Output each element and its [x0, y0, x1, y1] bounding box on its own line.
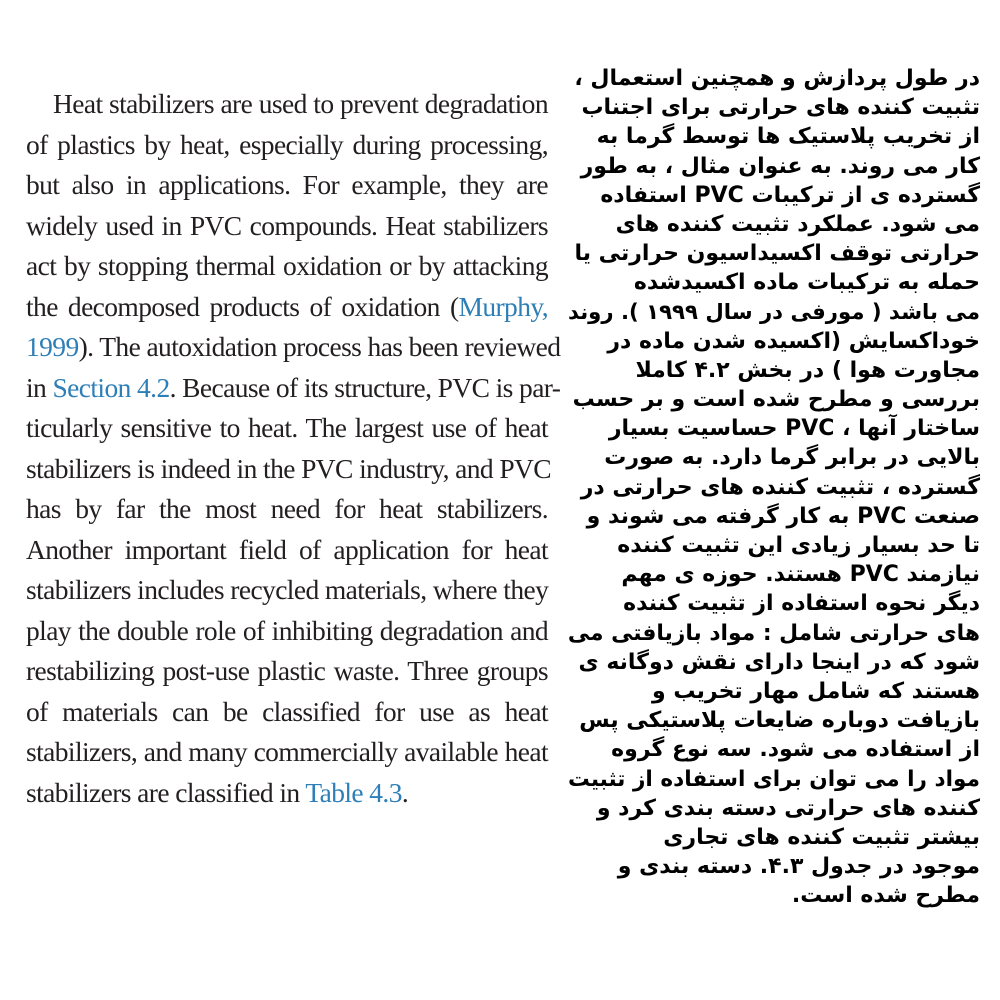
english-text-line: [26, 408, 548, 449]
english-text-line: [26, 449, 552, 490]
english-text-segment: Another important field of application for heat: [26, 533, 548, 565]
english-text-line: [26, 611, 548, 652]
persian-text-line: از استفاده می شود. سه نوع گروه: [611, 737, 980, 763]
persian-text-line: های حرارتی شامل : مواد بازیافتی می: [567, 620, 980, 646]
english-text-line: [26, 530, 548, 571]
persian-text-line: خوداکسایش (اکسیده شدن ماده در: [607, 328, 980, 354]
persian-text-line: می شود. عملکرد تثبیت کننده های: [615, 211, 980, 237]
english-text-line: [26, 651, 548, 692]
english-text-segment: .: [401, 776, 409, 808]
english-text-segment: but also in applications. For example, they are: [26, 169, 548, 200]
english-text-line: [26, 692, 548, 733]
english-text-segment: ). The autoxidation process has been reviewed: [78, 331, 561, 362]
persian-text-line: گسترده ، تثبیت کننده های حرارتی در: [580, 474, 980, 500]
english-text-segment: in: [26, 371, 53, 403]
persian-text-line: تا حد بسیار زیادی این تثبیت کننده: [617, 533, 980, 558]
persian-translation-paragraph: [568, 64, 980, 910]
persian-text-line: در طول پردازش و همچنین استعمال ،: [574, 66, 980, 91]
persian-text-line: مطرح شده است.: [791, 883, 980, 909]
persian-text-line: مواد را می توان برای استفاده از تثبیت: [567, 766, 980, 792]
persian-text-line: از تخریب پلاستیک ها توسط گرما به: [596, 124, 980, 150]
english-text-segment: has by far the most need for heat stabilizers.: [26, 493, 548, 524]
english-paragraph: [26, 84, 561, 813]
persian-text-line: صنعت PVC به کار گرفته می شوند و: [586, 503, 980, 529]
english-text-segment: of plastics by heat, especially during processing,: [26, 128, 548, 160]
english-text-segment: stabilizers includes recycled materials, where they: [26, 574, 549, 605]
english-text-line: [26, 327, 561, 368]
persian-text-line: مجاورت هوا ) در بخش ۴.۲ کاملا: [635, 357, 980, 383]
persian-text-line: بیشتر تثبیت کننده های تجاری: [663, 824, 980, 850]
persian-text-line: می باشد ( مورفی در سال ۱۹۹۹ ). روند: [567, 299, 980, 325]
persian-text-line: موجود در جدول ۴.۳. دسته بندی و: [617, 854, 980, 880]
persian-text-line: حمله به ترکیبات ماده اکسیدشده: [633, 270, 980, 296]
english-text-line: [26, 570, 548, 611]
english-text-segment: ticularly sensitive to heat. The largest use of heat: [26, 412, 548, 443]
english-text-line: [26, 489, 548, 530]
english-text-segment: stabilizers, and many commercially available heat: [26, 736, 548, 767]
english-text-line: [26, 246, 548, 287]
english-text-segment: widely used in PVC compounds. Heat stabilizers: [26, 209, 548, 241]
persian-text-line: ساختار آنها ، PVC حساسیت بسیار: [608, 416, 980, 442]
citation-link[interactable]: 1999: [26, 331, 79, 362]
english-text-segment: . Because of its structure, PVC is par-: [169, 371, 561, 403]
persian-text-line: بالایی در برابر گرما دارد. به صورت: [604, 445, 980, 471]
english-text-segment: stabilizers is indeed in the PVC industry, and PVC: [26, 452, 552, 484]
persian-text-line: بررسی و مطرح شده است و بر حسب: [572, 387, 980, 413]
english-text-segment: act by stopping thermal oxidation or by attacking: [26, 250, 548, 281]
persian-text-line: کار می روند. به عنوان مثال ، به طور: [580, 153, 980, 179]
english-text-segment: restabilizing post-use plastic waste. Three groups: [26, 655, 548, 686]
english-text-line: [26, 368, 561, 409]
citation-link[interactable]: Section 4.2: [52, 371, 170, 403]
english-text-line: [26, 84, 548, 125]
citation-link[interactable]: Table 4.3: [305, 776, 402, 808]
persian-text-line: دیگر نحوه استفاده از تثبیت کننده: [623, 591, 980, 617]
english-text-line: [26, 125, 548, 166]
persian-text-line: بازیافت دوباره ضایعات پلاستیکی پس: [579, 708, 980, 734]
english-text-segment: play the double role of inhibiting degradation and: [26, 614, 548, 646]
english-text-segment: of materials can be classified for use as heat: [26, 695, 548, 727]
persian-text-line: هستند که شامل مهار تخریب و: [652, 678, 980, 704]
citation-link[interactable]: Murphy,: [458, 290, 548, 322]
english-text-line: [26, 206, 548, 247]
english-text-segment: Heat stabilizers are used to prevent degradation: [53, 88, 548, 119]
english-text-line: [26, 732, 548, 773]
persian-text-line: کننده های حرارتی دسته بندی کرد و: [596, 795, 980, 821]
persian-text-line: نیازمند PVC هستند. حوزه ی مهم: [621, 562, 980, 588]
persian-text-line: حرارتی توقف اکسیداسیون حرارتی یا: [574, 241, 980, 267]
persian-text-line: تثبیت کننده های حرارتی برای اجتناب: [581, 95, 980, 121]
english-text-line: [26, 165, 548, 206]
persian-text-line: شود که در اینجا دارای نقش دوگانه ی: [578, 649, 980, 675]
english-text-line: [26, 773, 548, 814]
english-text-segment: stabilizers are classified in: [26, 776, 306, 808]
english-text-segment: the decomposed products of oxidation (: [26, 290, 459, 322]
english-text-line: [26, 287, 548, 328]
persian-text-line: گسترده ی از ترکیبات PVC استفاده: [600, 182, 980, 208]
